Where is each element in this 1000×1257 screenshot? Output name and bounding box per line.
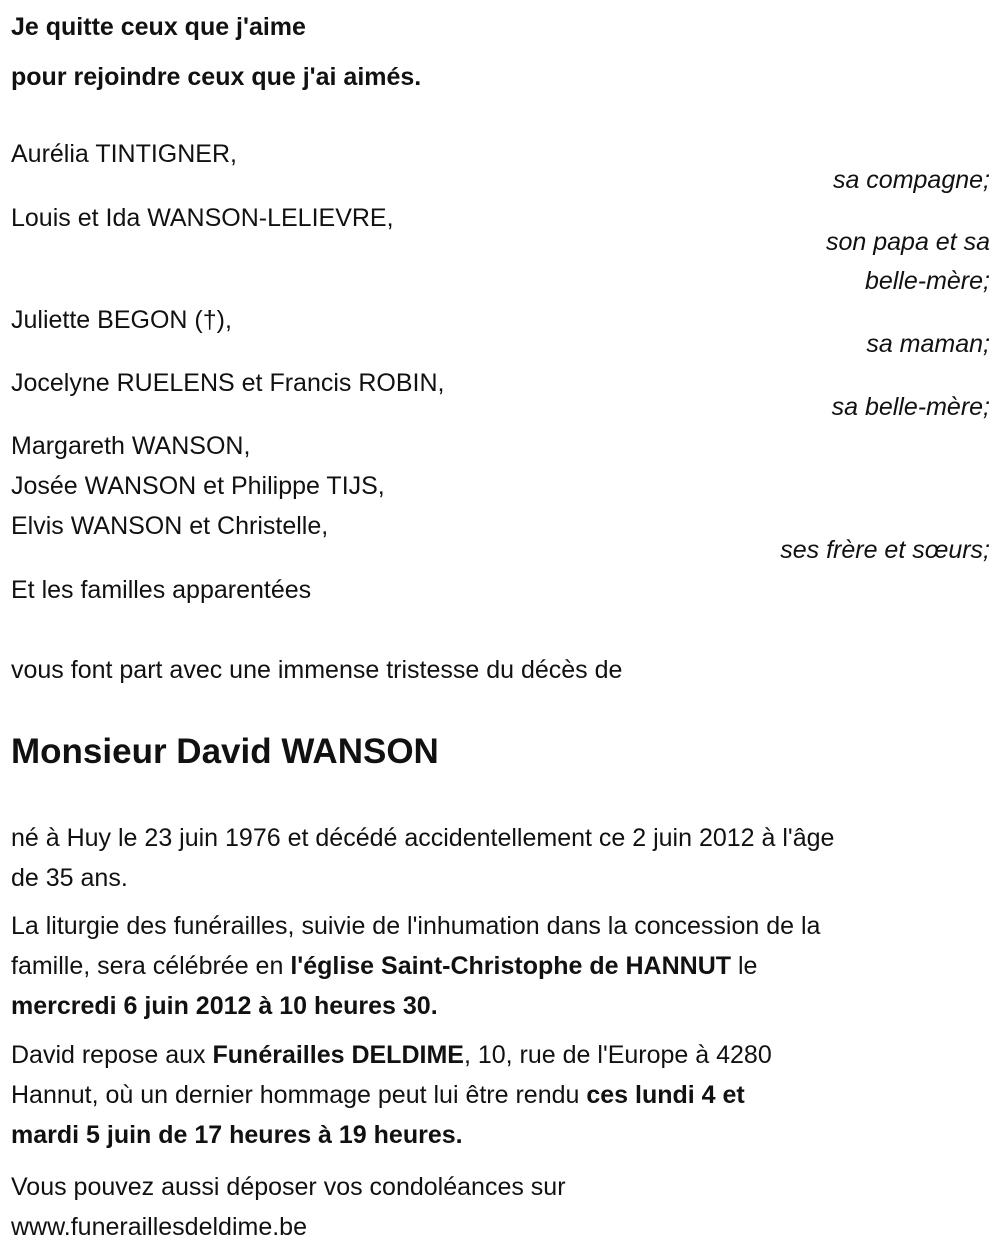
condolences-link[interactable]: www.funeraillesdeldime.be: [11, 1213, 307, 1241]
family-name: Elvis WANSON et Christelle,: [11, 512, 329, 540]
family-relation: sa maman;: [866, 330, 990, 358]
repose-address: , 10, rue de l'Europe à 4280: [463, 1041, 772, 1069]
family-relation: sa belle-mère;: [831, 393, 990, 421]
family-name: Jocelyne RUELENS et Francis ROBIN,: [11, 369, 445, 397]
repose-text: Hannut, où un dernier hommage peut lui être rendu: [11, 1081, 587, 1109]
family-name: Juliette BEGON (†),: [11, 306, 232, 334]
birth-line-2: de 35 ans.: [11, 864, 128, 892]
families-line: Et les familles apparentées: [11, 576, 312, 604]
birth-line-1: né à Huy le 23 juin 1976 et décédé accidentellement ce 2 juin 2012 à l'âge: [11, 824, 835, 852]
liturgy-line-1: La liturgie des funérailles, suivie de l'inhumation dans la concession de la: [11, 912, 821, 940]
announcement: vous font part avec une immense tristesse du décès de: [11, 656, 623, 684]
family-name: Margareth WANSON,: [11, 432, 251, 460]
deceased-name: Monsieur David WANSON: [11, 732, 439, 771]
visiting-days: ces lundi 4 et: [586, 1081, 745, 1109]
family-name: Louis et Ida WANSON-LELIEVRE,: [11, 204, 394, 232]
ceremony-date: mercredi 6 juin 2012 à 10 heures 30.: [11, 992, 438, 1020]
repose-line-2: [11, 1080, 745, 1110]
condolences-line: Vous pouvez aussi déposer vos condoléances sur: [11, 1173, 566, 1201]
repose-text: David repose aux: [11, 1041, 213, 1069]
repose-line-1: [11, 1040, 772, 1070]
quote-line-2: pour rejoindre ceux que j'ai aimés.: [11, 63, 422, 91]
family-name: Aurélia TINTIGNER,: [11, 140, 237, 168]
family-relation: ses frère et sœurs;: [780, 536, 990, 564]
church: l'église Saint-Christophe de HANNUT: [290, 952, 732, 980]
visiting-hours: mardi 5 juin de 17 heures à 19 heures.: [11, 1121, 463, 1149]
family-relation: belle-mère;: [864, 267, 990, 295]
family-relation: son papa et sa: [825, 228, 990, 256]
family-name: Josée WANSON et Philippe TIJS,: [11, 472, 385, 500]
liturgy-text: le: [731, 952, 758, 980]
family-relation: sa compagne;: [832, 166, 990, 194]
quote-line-1: Je quitte ceux que j'aime: [11, 13, 306, 41]
liturgy-line-2: [11, 951, 757, 981]
liturgy-text: famille, sera célébrée en: [11, 952, 291, 980]
funeral-home: Funérailles DELDIME: [212, 1041, 464, 1069]
